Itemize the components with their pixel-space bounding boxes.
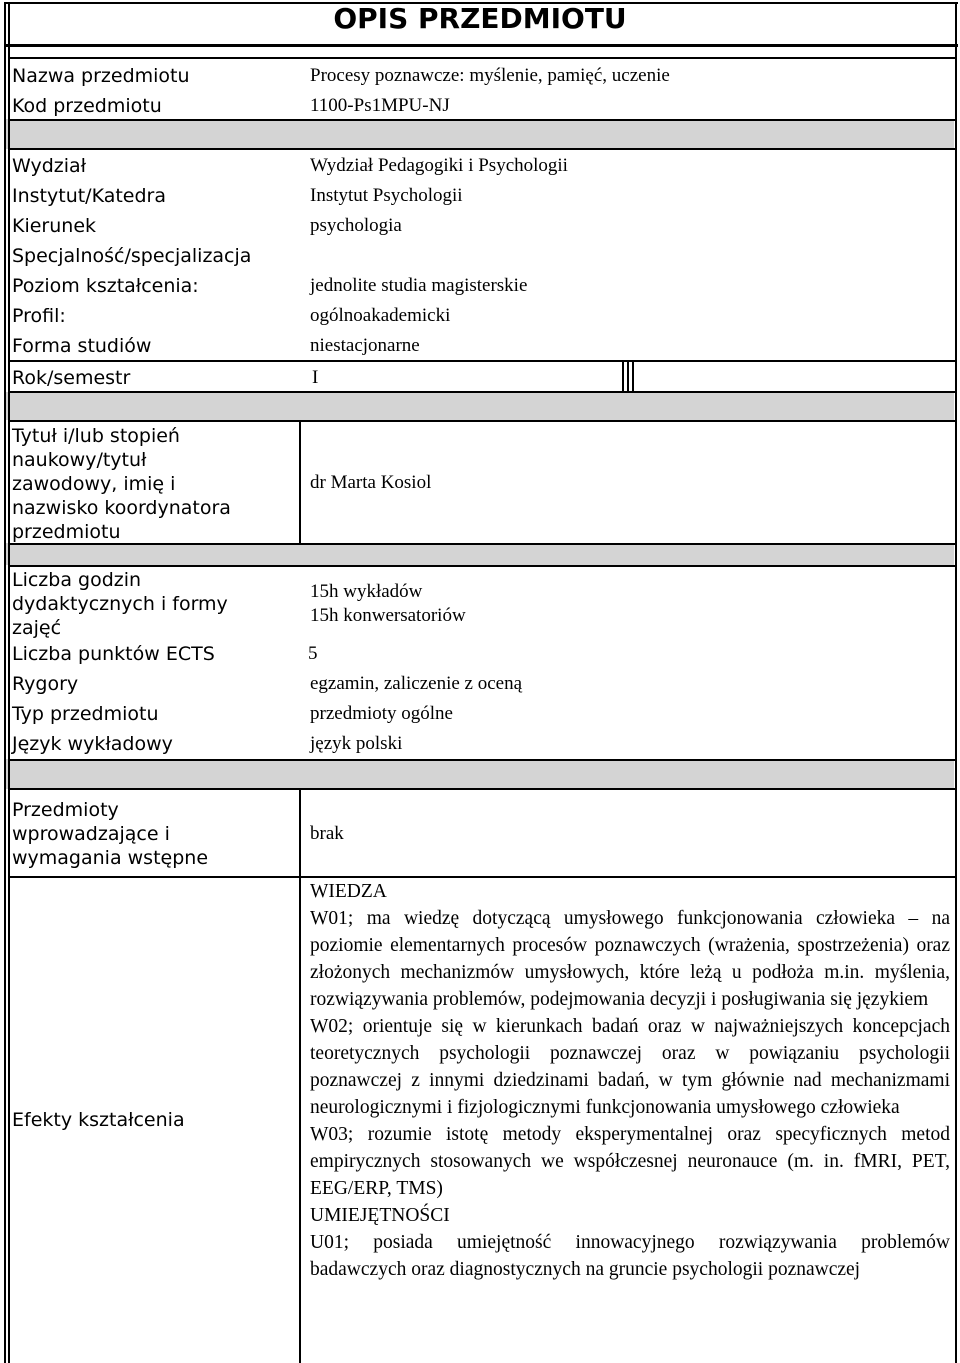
coordinator-label-line: Tytuł i/lub stopień	[12, 425, 180, 447]
separator-band	[6, 392, 954, 420]
coordinator-label-line: naukowy/tytuł	[12, 449, 147, 471]
ects-value: 5	[308, 643, 318, 664]
course-type-label: Typ przedmiotu	[12, 703, 159, 725]
hours-value-line: 15h wykładów	[310, 581, 423, 602]
prerequisites-label-line: wprowadzające i	[12, 823, 170, 845]
divider	[622, 360, 624, 392]
hours-label-line: zajęć	[12, 617, 62, 639]
prerequisites-value: brak	[310, 823, 344, 844]
coordinator-label-line: przedmiotu	[12, 521, 121, 543]
frame-left-inner	[8, 2, 10, 1363]
course-name-value: Procesy poznawcze: myślenie, pamięć, uczenie	[310, 65, 670, 86]
outcome-w03: W03; rozumie istotę metody eksperymentalnej oraz specyficznych metod empirycznych stosowanych we współczesnej neuronauce (m. in. fMRI, PET, EEG/ERP, TMS)	[310, 1124, 950, 1199]
education-level-label: Poziom kształcenia:	[12, 275, 199, 297]
institute-value: Instytut Psychologii	[310, 185, 463, 206]
prerequisites-label	[12, 798, 208, 870]
skills-heading: UMIEJĘTNOŚCI	[310, 1205, 450, 1226]
divider	[8, 148, 956, 150]
assessment-label: Rygory	[12, 673, 79, 695]
divider	[8, 360, 956, 362]
divider	[299, 788, 301, 878]
coordinator-value: dr Marta Kosiol	[310, 472, 432, 493]
hours-label-line: Liczba godzin	[12, 569, 142, 591]
separator-band	[6, 543, 954, 565]
study-form-label: Forma studiów	[12, 335, 152, 357]
frame-left	[4, 2, 6, 1363]
divider	[632, 360, 634, 392]
ects-label: Liczba punktów ECTS	[12, 643, 215, 665]
divider	[8, 543, 956, 545]
frame-right	[955, 2, 957, 1363]
hours-label	[12, 568, 228, 640]
faculty-value: Wydział Pedagogiki i Psychologii	[310, 155, 568, 176]
separator-band	[6, 759, 954, 789]
faculty-label: Wydział	[12, 155, 87, 177]
specialization-label: Specjalność/specjalizacja	[12, 245, 252, 267]
outcome-w02: W02; orientuje się w kierunkach badań oraz w najważniejszych koncepcjach teoretycznych psychologii poznawczej oraz w powiązaniu psychologii poznawczej z innymi dziedzinami badań, w tym głównie nad mechanizmami neurologicznymi i fizjologicznymi funkcjonowania umysłowego człowieka	[310, 1016, 950, 1118]
outcome-u01: U01; posiada umiejętność innowacyjnego rozwiązywania problemów badawczych oraz diagnostycznych na gruncie psychologii poznawczej	[310, 1232, 950, 1280]
divider	[627, 360, 629, 392]
outcome-w01: W01; ma wiedzę dotyczącą umysłowego funkcjonowania człowieka – na poziomie elementarnych procesów poznawczych (wrażenia, spostrzeżenia) oraz złożonych mechanizmów umysłowych, które leżą u podłoża m.in. myślenia, rozwiązywania problemów, podejmowania decyzji i posługiwania się językiem	[310, 908, 950, 1010]
divider	[299, 876, 301, 1363]
prerequisites-label-line: wymagania wstępne	[12, 847, 209, 869]
institute-label: Instytut/Katedra	[12, 185, 167, 207]
divider	[4, 44, 958, 47]
divider	[8, 391, 956, 393]
assessment-value: egzamin, zaliczenie z oceną	[310, 673, 523, 694]
divider	[8, 420, 956, 422]
coordinator-label-line: zawodowy, imię i	[12, 473, 176, 495]
knowledge-heading: WIEDZA	[310, 881, 387, 902]
course-code-value: 1100-Ps1MPU-NJ	[310, 95, 450, 116]
learning-outcomes-label: Efekty kształcenia	[12, 1109, 185, 1131]
learning-outcomes-content	[310, 878, 950, 1283]
page-title: OPIS PRZEDMIOTU	[333, 2, 627, 35]
profile-value: ogólnoakademicki	[310, 305, 451, 326]
coordinator-label-line: nazwisko koordynatora	[12, 497, 231, 519]
study-form-value: niestacjonarne	[310, 335, 420, 356]
year-semester-value: I	[312, 367, 319, 388]
hours-label-line: dydaktycznych i formy	[12, 593, 228, 615]
divider	[8, 565, 956, 567]
divider	[8, 57, 956, 59]
language-label: Język wykładowy	[12, 733, 173, 755]
language-value: język polski	[310, 733, 403, 754]
divider	[8, 119, 956, 121]
course-type-value: przedmioty ogólne	[310, 703, 453, 724]
divider	[8, 788, 956, 790]
divider	[299, 420, 301, 543]
prerequisites-label-line: Przedmioty	[12, 799, 119, 821]
hours-value	[310, 580, 466, 628]
year-semester-label: Rok/semestr	[12, 367, 131, 389]
education-level-value: jednolite studia magisterskie	[310, 275, 528, 296]
hours-value-line: 15h konwersatoriów	[310, 605, 466, 626]
field-value: psychologia	[310, 215, 402, 236]
coordinator-label	[12, 424, 231, 544]
profile-label: Profil:	[12, 305, 66, 327]
divider	[8, 759, 956, 761]
field-label: Kierunek	[12, 215, 97, 237]
separator-band	[6, 119, 954, 149]
course-code-label: Kod przedmiotu	[12, 95, 162, 117]
course-name-label: Nazwa przedmiotu	[12, 65, 190, 87]
